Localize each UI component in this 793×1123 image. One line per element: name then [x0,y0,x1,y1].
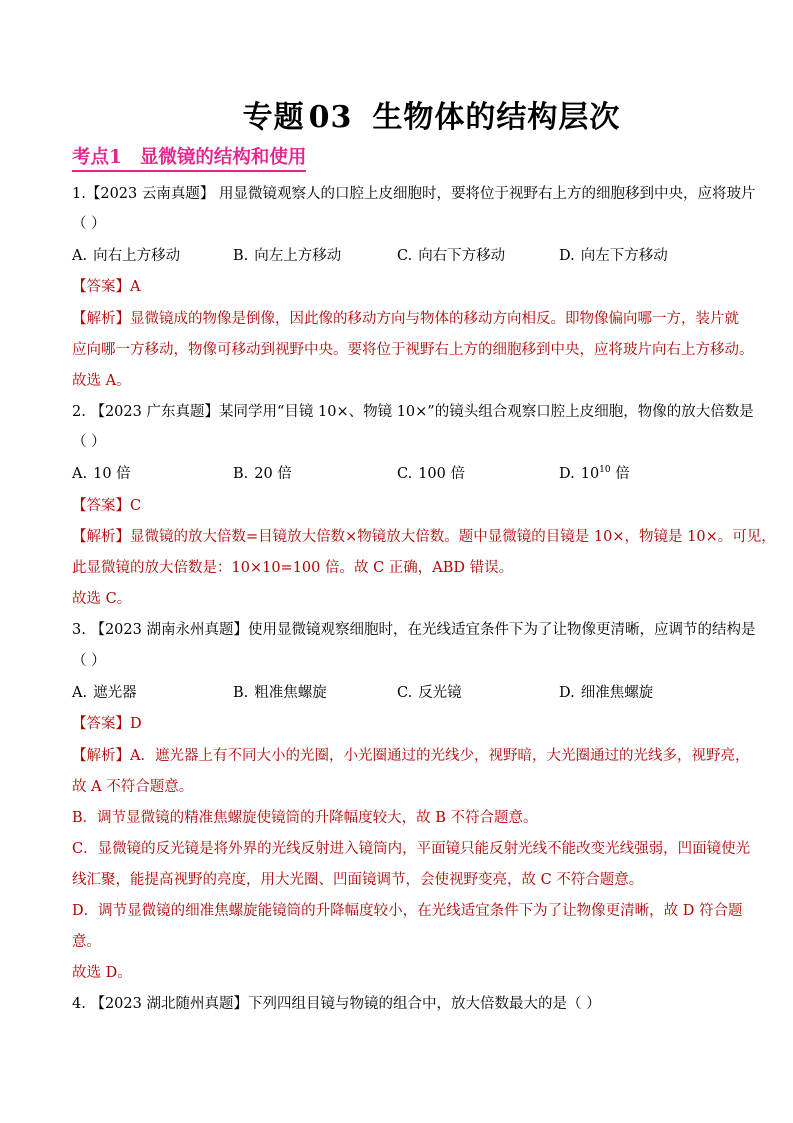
q1-analysis-line: 故选 A。 [72,373,131,389]
q3-analysis-line: 【解析】A．遮光器上有不同大小的光圈，小光圈通过的光线少，视野暗，大光圈通过的光线多，视野亮， [72,748,750,764]
q2-option-d: D. $10^{10}$ 倍 [559,465,630,482]
q3-analysis-line: C．显微镜的反光镜是将外界的光线反射进入镜筒内，平面镜只能反射光线不能改变光线强弱，凹面镜使光 [72,841,751,857]
q2-answer: 【答案】C [72,498,142,514]
section-prefix: 考点 [72,147,110,168]
question-3-stem: 3. 【2023 湖南永州真题】使用显微镜观察细胞时，在光线适宜条件下为了让物像更清晰，应调节的结构是 [72,622,756,638]
q2-analysis-line: 此显微镜的放大倍数是：10×10=100 倍。故 C 正确，ABD 错误。 [72,560,514,576]
section-number: 1 [109,147,122,168]
q3-answer: 【答案】D [72,716,142,732]
question-source: 【2023 湖南永州真题】 [90,622,248,638]
q1-answer: 【答案】A [72,279,141,295]
page-title [0,92,793,136]
q3-option-c: C. 反光镜 [397,685,462,701]
q1-analysis-line: 应向哪一方移动，物像可移动到视野中央。要将位于视野右上方的细胞移到中央，应将玻片向右上方移动。 [72,342,754,358]
q2-analysis-line: 故选 C。 [72,591,132,607]
q3-analysis-line: 故选 D。 [72,965,132,981]
section-text: 显微镜的结构和使用 [139,147,307,168]
title-text: 生物体的结构层次 [372,100,621,135]
question-4-stem: 4. 【2023 湖北随州真题】下列四组目镜与物镜的组合中，放大倍数最大的是（ ） [72,996,601,1012]
q3-option-b: B. 粗准焦螺旋 [233,685,327,701]
question-3-paren: （ ） [72,653,106,669]
q3-analysis-line: 意。 [72,934,101,950]
section-heading [72,146,306,172]
question-source: 【2023 湖北随州真题】 [90,996,248,1012]
question-source: 【2023 广东真题】 [90,404,219,420]
q1-option-b: B. 向左上方移动 [233,248,342,264]
question-2-paren: （ ） [72,434,106,450]
q3-analysis-line: 线汇聚，能提高视野的亮度，用大光圈、凹面镜调节，会使视野变亮，故 C 不符合题意。 [72,872,644,888]
q2-option-c: C. 100 倍 [397,466,465,482]
q3-option-a: A. 遮光器 [72,685,137,701]
q1-option-c: C. 向右下方移动 [397,248,506,264]
q2-option-a: A. 10 倍 [72,466,131,482]
q1-option-a: A. 向右上方移动 [72,248,181,264]
q3-analysis-line: 故 A 不符合题意。 [72,779,194,795]
question-1-paren: （ ） [72,216,106,232]
q2-option-b: B. 20 倍 [233,466,292,482]
q2-analysis-line: 【解析】显微镜的放大倍数=目镜放大倍数×物镜放大倍数。题中显微镜的目镜是 10×，物镜是 10×。可见， [72,529,776,545]
q3-option-d: D. 细准焦螺旋 [559,685,654,701]
title-number: 03 [308,100,353,135]
question-source: 【2023 云南真题】 [85,186,215,202]
q1-analysis-line: 【解析】显微镜成的物像是倒像，因此像的移动方向与物体的移动方向相反。即物像偏向哪一方，装片就 [72,311,739,327]
title-prefix: 专题 [242,100,305,135]
q3-analysis-line: B．调节显微镜的精准焦螺旋使镜筒的升降幅度较大，故 B 不符合题意。 [72,810,538,826]
question-1-stem: 1.【2023 云南真题】 用显微镜观察人的口腔上皮细胞时，要将位于视野右上方的细胞移到中央，应将玻片 [72,186,756,202]
q1-option-d: D. 向左下方移动 [559,248,668,264]
question-2-stem: 2. 【2023 广东真题】某同学用“目镜 10×、物镜 10×”的镜头组合观察口腔上皮细胞，物像的放大倍数是 [72,404,754,420]
q3-analysis-line: D．调节显微镜的细准焦螺旋能镜筒的升降幅度较小，在光线适宜条件下为了让物像更清晰，故 D 符合题 [72,903,743,919]
